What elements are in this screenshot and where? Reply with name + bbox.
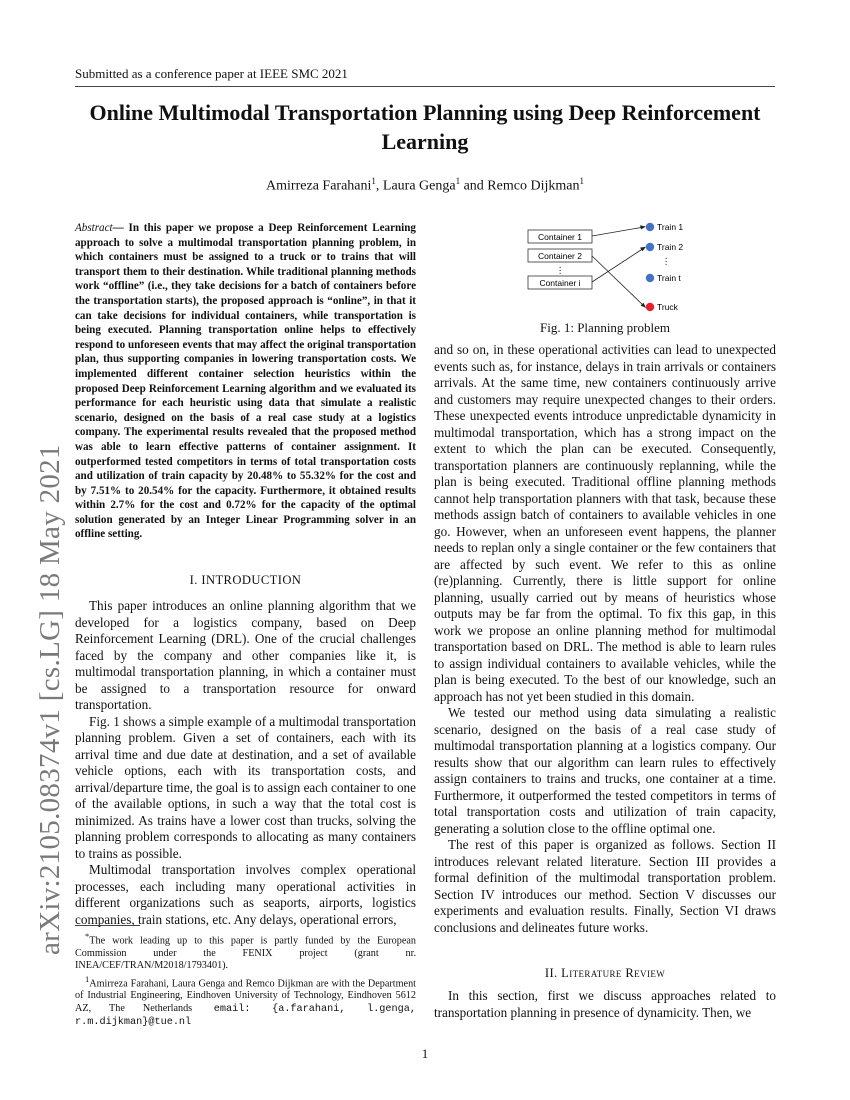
footnote-text: The work leading up to this paper is partly funded by the European Commission under the FENIX project (grant nr. INEA/CEF/TRAN/M2018/1793401). xyxy=(75,935,416,972)
arrow-head xyxy=(640,225,646,229)
paragraph: This paper introduces an online planning algorithm that we developed for a logistics company, based on Deep Reinforcement Learning (DRL). One of the crucial challenges faced by the company and other companies like it, is multimodal transportation planning, in which a container must be assigned to a transportation resource for onward transportation. xyxy=(75,598,416,712)
intro-right-column xyxy=(434,342,776,936)
author-name: Amirreza Farahani xyxy=(266,178,372,194)
planning-problem-figure xyxy=(520,218,720,318)
vehicle-label: Train t xyxy=(657,273,681,283)
author-name: Remco Dijkman xyxy=(487,178,580,194)
paragraph: In this section, first we discuss approaches related to transportation planning in presence of dynamicity. Then, we xyxy=(434,988,776,1020)
vehicle-label: Truck xyxy=(657,302,678,312)
author-affiliation-marker: 1 xyxy=(455,176,461,186)
intro-left-column xyxy=(75,598,416,928)
footnote-divider xyxy=(75,925,140,926)
container-ellipsis: ⋮ xyxy=(555,265,565,275)
header-divider xyxy=(75,86,775,87)
paragraph: and so on, in these operational activities can lead to unexpected events such as, for instance, delays in train arrivals or containers arrivals. At the same time, new containers continuously arrive and customers may require unexpected changes to their orders. These unexpected events introduce unpredictable dynamicity in multimodal transportation, which has a strong impact on the extent to which the plan can be executed. Consequently, transportation planners are continuously replanning, while the plan is being executed. Traditional offline planning methods cannot help transportation planners with that task, because these methods assign batch of containers to available vehicles in one go. However, when an unforeseen event happens, the planner needs to replan only a single container or the few containers that are affected by such event. We refer to this as online (re)planning. Currently, there is little support for online planning, usually carried out by means of heuristics whose outputs may be far from the optimal. To fix this gap, in this work we propose an online planning method for multimodal transportation based on DRL. The method is able to learn rules to assign individual containers to available vehicles, while the plan is being executed. To the best of our knowledge, such an approach has not yet been studied in this domain. xyxy=(434,342,776,704)
paragraph: Multimodal transportation involves complex operational processes, each including many operational activities in different organizations such as seaports, airports, logistics companies, train stations, etc. Any delays, operational errors, xyxy=(75,862,416,927)
author-affiliation-marker: 1 xyxy=(579,176,584,186)
footnote-affiliation xyxy=(75,973,416,1030)
assignment-arrow xyxy=(592,227,644,236)
train-1-node xyxy=(646,223,654,231)
author-list xyxy=(60,176,790,195)
vehicle-ellipsis: ⋮ xyxy=(661,256,671,266)
paragraph: Fig. 1 shows a simple example of a multimodal transportation planning problem. Given a set of containers, each with its arrival time and due date at destination, and a set of available vehicle options, each with its transportation costs, and arrival/departure time, the goal is to assign each container to one of the available options, in such a way that the total cost is minimized. As trains have a lower cost than trucks, solving the planning problem corresponds to allocating as many containers to trains as possible. xyxy=(75,713,416,861)
conference-note: Submitted as a conference paper at IEEE SMC 2021 xyxy=(75,66,348,81)
assignment-arrow xyxy=(592,248,644,282)
page-number: 1 xyxy=(421,1046,429,1061)
container-label: Container 2 xyxy=(538,251,582,261)
train-t-node xyxy=(646,274,654,282)
abstract-label: Abstract xyxy=(75,222,113,234)
abstract-dash: — xyxy=(112,222,124,234)
author-affiliation-marker: 1 xyxy=(371,176,376,186)
arrow-head xyxy=(640,247,646,251)
footnote-marker: 1 xyxy=(85,973,90,984)
container-label: Container 1 xyxy=(538,232,582,242)
footnotes xyxy=(75,930,416,1030)
truck-node xyxy=(646,303,654,311)
section-heading-literature-review: II. Literature Review xyxy=(544,966,666,980)
figure-caption: Fig. 1: Planning problem xyxy=(540,320,670,335)
author-separator: and xyxy=(460,178,488,194)
abstract-text: In this paper we propose a Deep Reinforcement Learning approach to solve a multimodal transportation planning problem, in which containers must be assigned to a truck or to trains that will transport them to their destination. While traditional planning methods work “offline” (i.e., they take decisions for a batch of containers before the transportation starts), the proposed approach is “online”, in that it can take decisions for individual containers, while transportation is being executed. Planning transportation online helps to effectively respond to unforeseen events that may affect the original transportation plan, thus supporting companies in lowering transportation costs. We implemented different container selection heuristics within the proposed Deep Reinforcement Learning algorithm and we evaluated its performance for each heuristic using data that simulate a realistic scenario, designed on the basis of a real case study at a logistics company. The experimental results revealed that the proposed method was able to learn effective patterns of container assignment. It outperformed tested competitors in terms of total transportation costs and utilization of train capacity by 20.48% to 55.32% for the cost and by 7.51% to 20.54% for the capacity. Furthermore, it obtained results within 2.7% for the cost and 0.72% for the capacity of the optimal solution generated by an Integer Linear Programming solver in an offline setting. xyxy=(75,222,416,541)
paragraph: The rest of this paper is organized as follows. Section II introduces relevant related literature. Section III provides a formal definition of the multimodal transportation problem. Section IV introduces our method. Section V discusses our experiments and evaluation results. Finally, Section VI draws conclusions and delineates future works. xyxy=(434,837,776,935)
assignment-arrow xyxy=(592,256,644,306)
footnote-text: Amirreza Farahani, Laura Genga and Remco Dijkman are with the Department of Industrial Engineering, Eindhoven University of Technology, Eindhoven 5612 AZ, The Netherlands xyxy=(75,978,416,1014)
section-heading-introduction: I. INTRODUCTION xyxy=(189,573,302,587)
vehicle-label: Train 1 xyxy=(657,222,684,232)
author-emails: email: {a.farahani, l.genga, r.m.dijkman}@tue.nl xyxy=(75,1003,416,1029)
author-separator: , xyxy=(375,178,383,194)
author-name: Laura Genga xyxy=(382,178,456,194)
section2-column xyxy=(434,988,776,1021)
container-label: Container i xyxy=(539,278,581,288)
paragraph: We tested our method using data simulating a realistic scenario, designed on the basis of a real case study of multimodal transportation planning at a logistics company. Our results show that our algorithm can learn rules to effectively assign containers to trains and trucks, one container at a time. Furthermore, it outperformed the tested competitors in terms of total transportation costs and utilization of train capacity, generating a solution close to the offline optimal one. xyxy=(434,705,776,836)
vehicle-label: Train 2 xyxy=(657,242,684,252)
footnote-marker: * xyxy=(85,931,90,941)
footnote-funding xyxy=(75,930,416,973)
paper-title: Online Multimodal Transportation Planning using Deep Reinforcement Learning xyxy=(89,100,761,154)
abstract xyxy=(75,221,416,542)
train-2-node xyxy=(646,243,654,251)
arxiv-stamp: arXiv:2105.08374v1 [cs.LG] 18 May 2021 xyxy=(34,444,66,955)
